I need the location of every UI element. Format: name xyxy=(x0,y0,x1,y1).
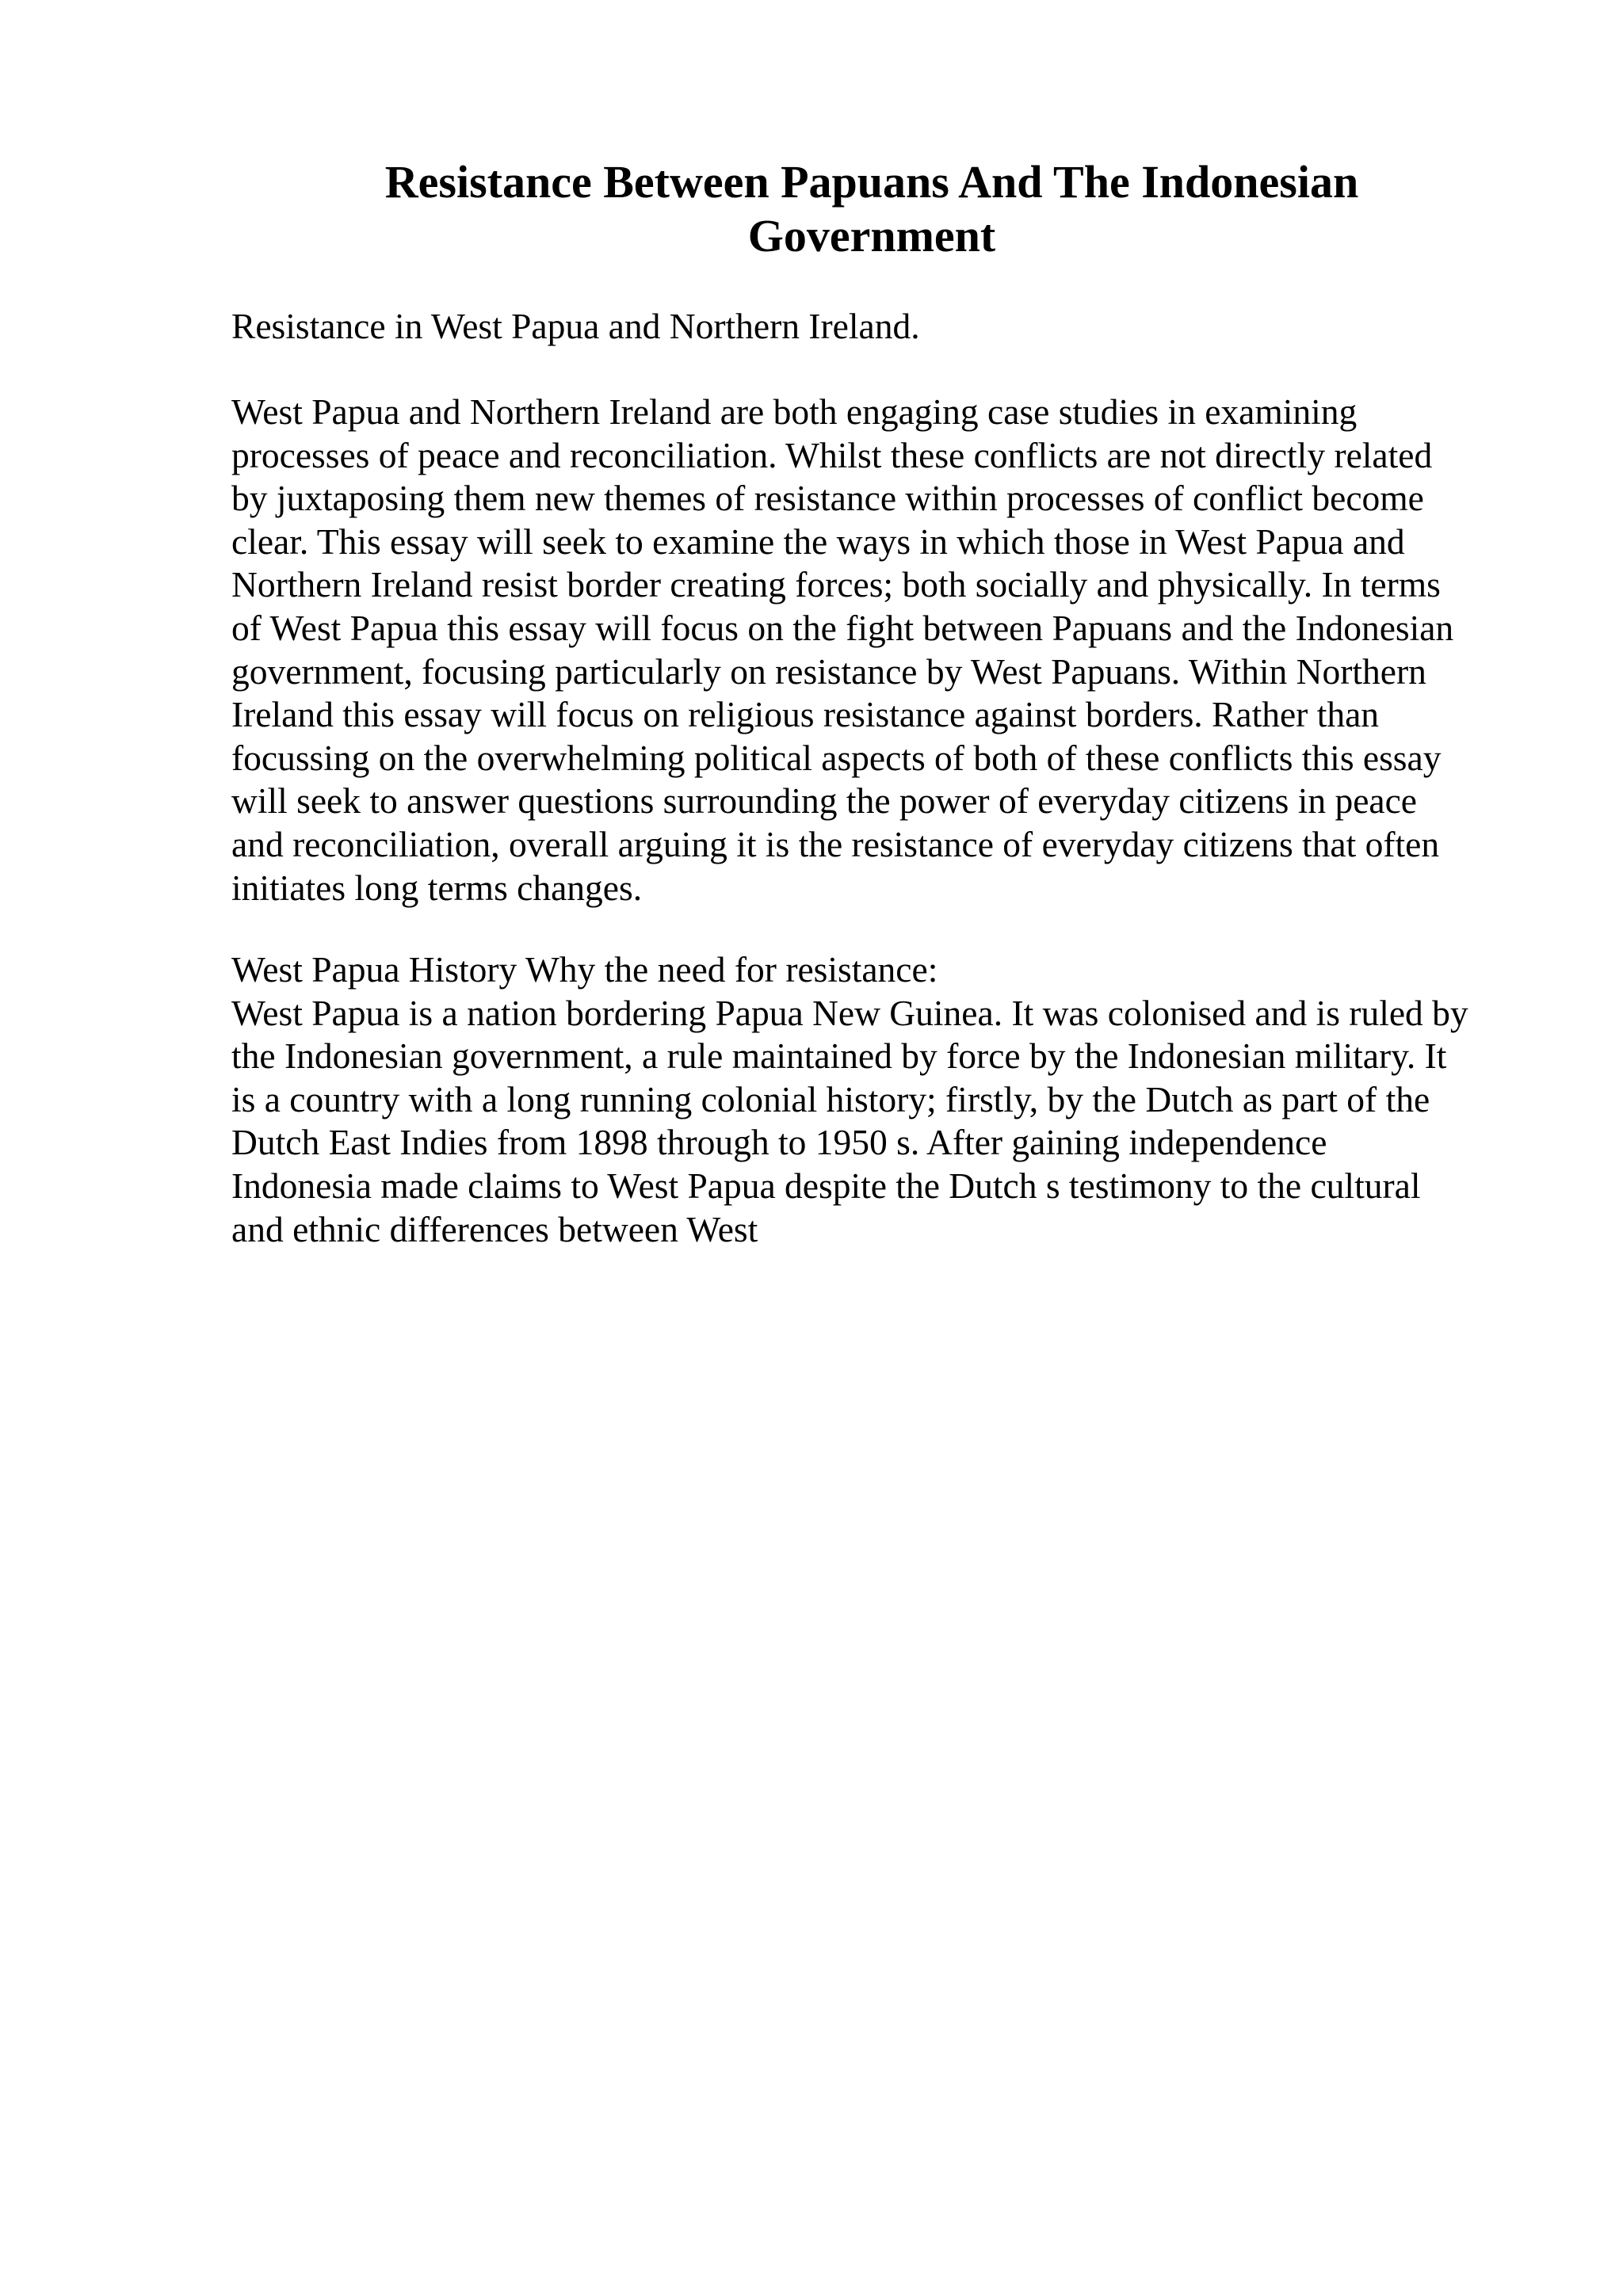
subtitle-paragraph xyxy=(231,305,1515,349)
subtitle-text: Resistance in West Papua and Northern Ireland. xyxy=(231,306,920,346)
intro-line: Ireland this essay will focus on religious resistance against borders. Rather than xyxy=(231,694,1380,735)
history-section xyxy=(231,948,1515,1251)
title-line-2: Government xyxy=(747,210,996,261)
history-line: is a country with a long running colonial history; firstly, by the Dutch as part of the xyxy=(231,1078,1430,1119)
intro-line: West Papua and Northern Ireland are both engaging case studies in examining xyxy=(231,391,1358,432)
intro-line: will seek to answer questions surrounding the power of everyday citizens in peace xyxy=(231,780,1417,822)
intro-line: and reconciliation, overall arguing it is the resistance of everyday citizens that often xyxy=(231,823,1440,864)
intro-paragraph xyxy=(231,391,1515,910)
history-line: the Indonesian government, a rule maintained by force by the Indonesian military. It xyxy=(231,1035,1447,1077)
intro-line: focussing on the overwhelming political aspects of both of these conflicts this essay xyxy=(231,737,1442,778)
intro-line: government, focusing particularly on resistance by West Papuans. Within Northern xyxy=(231,650,1426,692)
intro-line: initiates long terms changes. xyxy=(231,867,643,908)
intro-line: of West Papua this essay will focus on the fight between Papuans and the Indonesian xyxy=(231,607,1454,648)
intro-line: Northern Ireland resist border creating forces; both socially and physically. In terms xyxy=(231,564,1441,605)
intro-line: processes of peace and reconciliation. Whilst these conflicts are not directly related xyxy=(231,434,1433,475)
history-line: Dutch East Indies from 1898 through to 1950 s. After gaining independence xyxy=(231,1122,1327,1163)
intro-line: clear. This essay will seek to examine the ways in which those in West Papua and xyxy=(231,521,1405,562)
history-line: Indonesia made claims to West Papua despite the Dutch s testimony to the cultural xyxy=(231,1165,1421,1206)
document-title xyxy=(238,155,1506,263)
history-line: and ethnic differences between West xyxy=(231,1208,758,1249)
history-line: West Papua is a nation bordering Papua New Guinea. It was colonised and is ruled by xyxy=(231,992,1468,1033)
intro-line: by juxtaposing them new themes of resistance within processes of conflict become xyxy=(231,478,1424,519)
history-heading: West Papua History Why the need for resistance: xyxy=(231,949,938,990)
title-line-1: Resistance Between Papuans And The Indonesian xyxy=(384,156,1359,208)
